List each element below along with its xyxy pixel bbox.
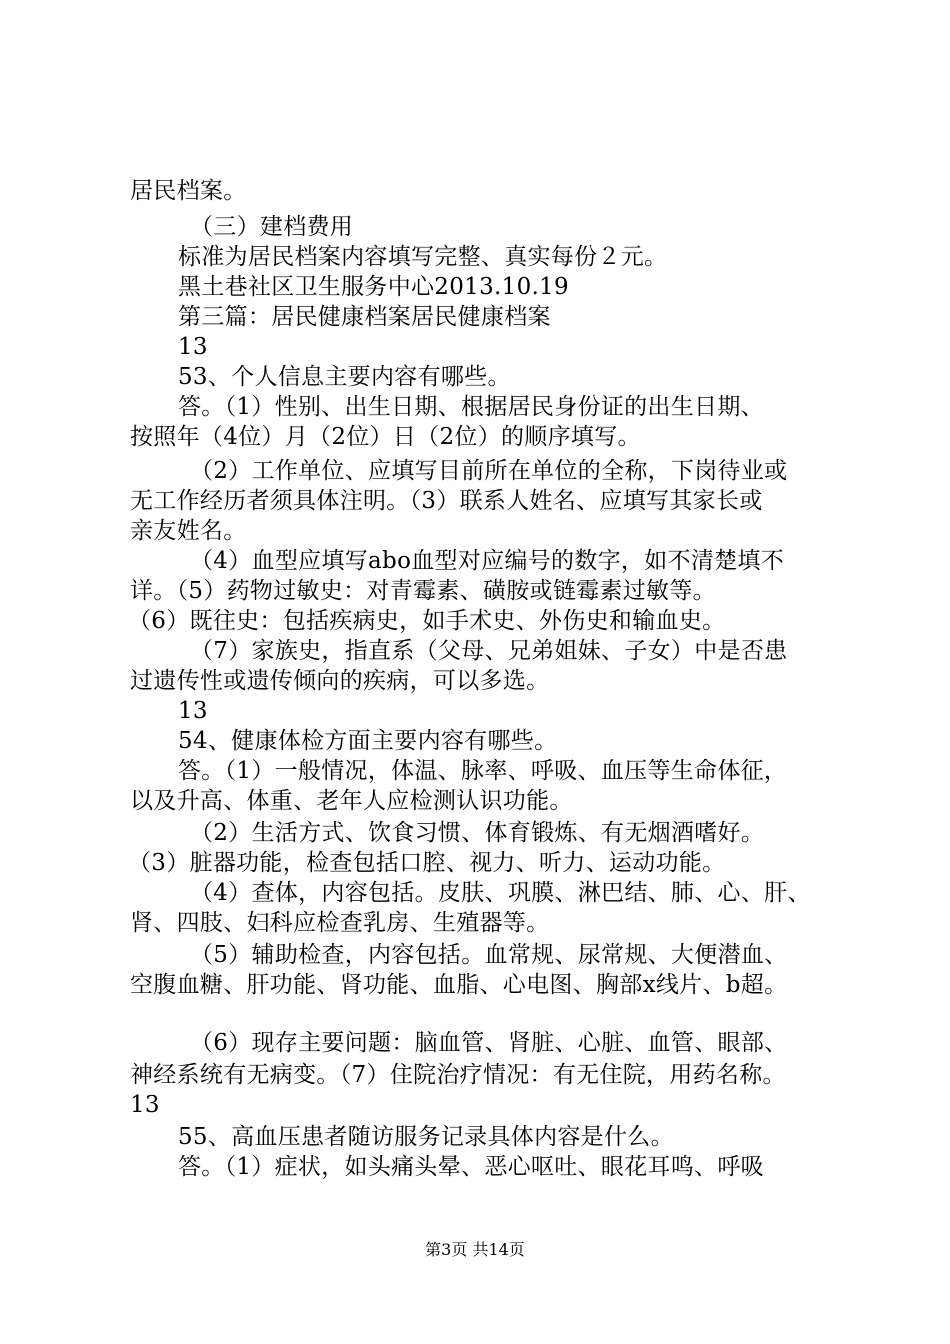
page-ref-number: 13 xyxy=(178,698,208,724)
page-number-label: 第3页 共14页 xyxy=(425,1240,525,1259)
text-line: 空腹血糖、肝功能、肾功能、血脂、心电图、胸部x线片、b超。 xyxy=(130,972,788,998)
page-footer xyxy=(0,1240,950,1260)
text-line: 无工作经历者须具体注明。（3）联系人姓名、应填写其家长或 xyxy=(130,488,763,514)
text-line: 居民档案。 xyxy=(130,178,247,204)
text-line: （6）既往史：包括疾病史，如手术史、外伤史和输血史。 xyxy=(128,608,726,634)
page-ref-number: 13 xyxy=(130,1092,160,1118)
text-line: （4）查体，内容包括。皮肤、巩膜、淋巴结、肺、心、肝、 xyxy=(190,880,811,906)
question-heading: 54、健康体检方面主要内容有哪些。 xyxy=(178,728,558,754)
text-line: （7）家族史，指直系（父母、兄弟姐妹、子女）中是否患 xyxy=(190,638,788,664)
question-heading: 53、个人信息主要内容有哪些。 xyxy=(178,364,511,390)
text-line: 亲友姓名。 xyxy=(130,518,247,544)
text-line: 答。（1）性别、出生日期、根据居民身份证的出生日期、 xyxy=(178,394,764,420)
text-line: 黑土巷社区卫生服务中心2013.10.19 xyxy=(178,274,569,300)
text-line: 详。（5）药物过敏史：对青霉素、磺胺或链霉素过敏等。 xyxy=(130,578,716,604)
text-line: 以及升高、体重、老年人应检测认识功能。 xyxy=(130,788,573,814)
text-line: 肾、四肢、妇科应检查乳房、生殖器等。 xyxy=(130,910,550,936)
text-line: 神经系统有无病变。（7）住院治疗情况：有无住院，用药名称。 xyxy=(130,1062,786,1088)
question-heading: 55、高血压患者随访服务记录具体内容是什么。 xyxy=(178,1124,674,1150)
text-line: （2）生活方式、饮食习惯、体育锻炼、有无烟酒嗜好。 xyxy=(190,820,765,846)
text-line: 过遗传性或遗传倾向的疾病，可以多选。 xyxy=(130,668,550,694)
chapter-title: 第三篇：居民健康档案居民健康档案 xyxy=(178,304,551,330)
section-heading: （三）建档费用 xyxy=(190,214,354,240)
page-ref-number: 13 xyxy=(178,334,208,360)
text-line: （4）血型应填写abo血型对应编号的数字，如不清楚填不 xyxy=(190,548,785,574)
text-line: 按照年（4位）月（2位）日（2位）的顺序填写。 xyxy=(130,424,641,450)
text-line: （6）现存主要问题：脑血管、肾脏、心脏、血管、眼部、 xyxy=(190,1030,788,1056)
text-line: 标准为居民档案内容填写完整、真实每份２元。 xyxy=(178,244,668,270)
text-line: 答。（1）症状，如头痛头晕、恶心呕吐、眼花耳鸣、呼吸 xyxy=(178,1154,764,1180)
text-line: 答。（1）一般情况，体温、脉率、呼吸、血压等生命体征， xyxy=(178,758,788,784)
text-line: （5）辅助检查，内容包括。血常规、尿常规、大便潜血、 xyxy=(190,942,788,968)
text-line: （3）脏器功能，检查包括口腔、视力、听力、运动功能。 xyxy=(128,850,726,876)
text-line: （2）工作单位、应填写目前所在单位的全称，下岗待业或 xyxy=(190,458,788,484)
